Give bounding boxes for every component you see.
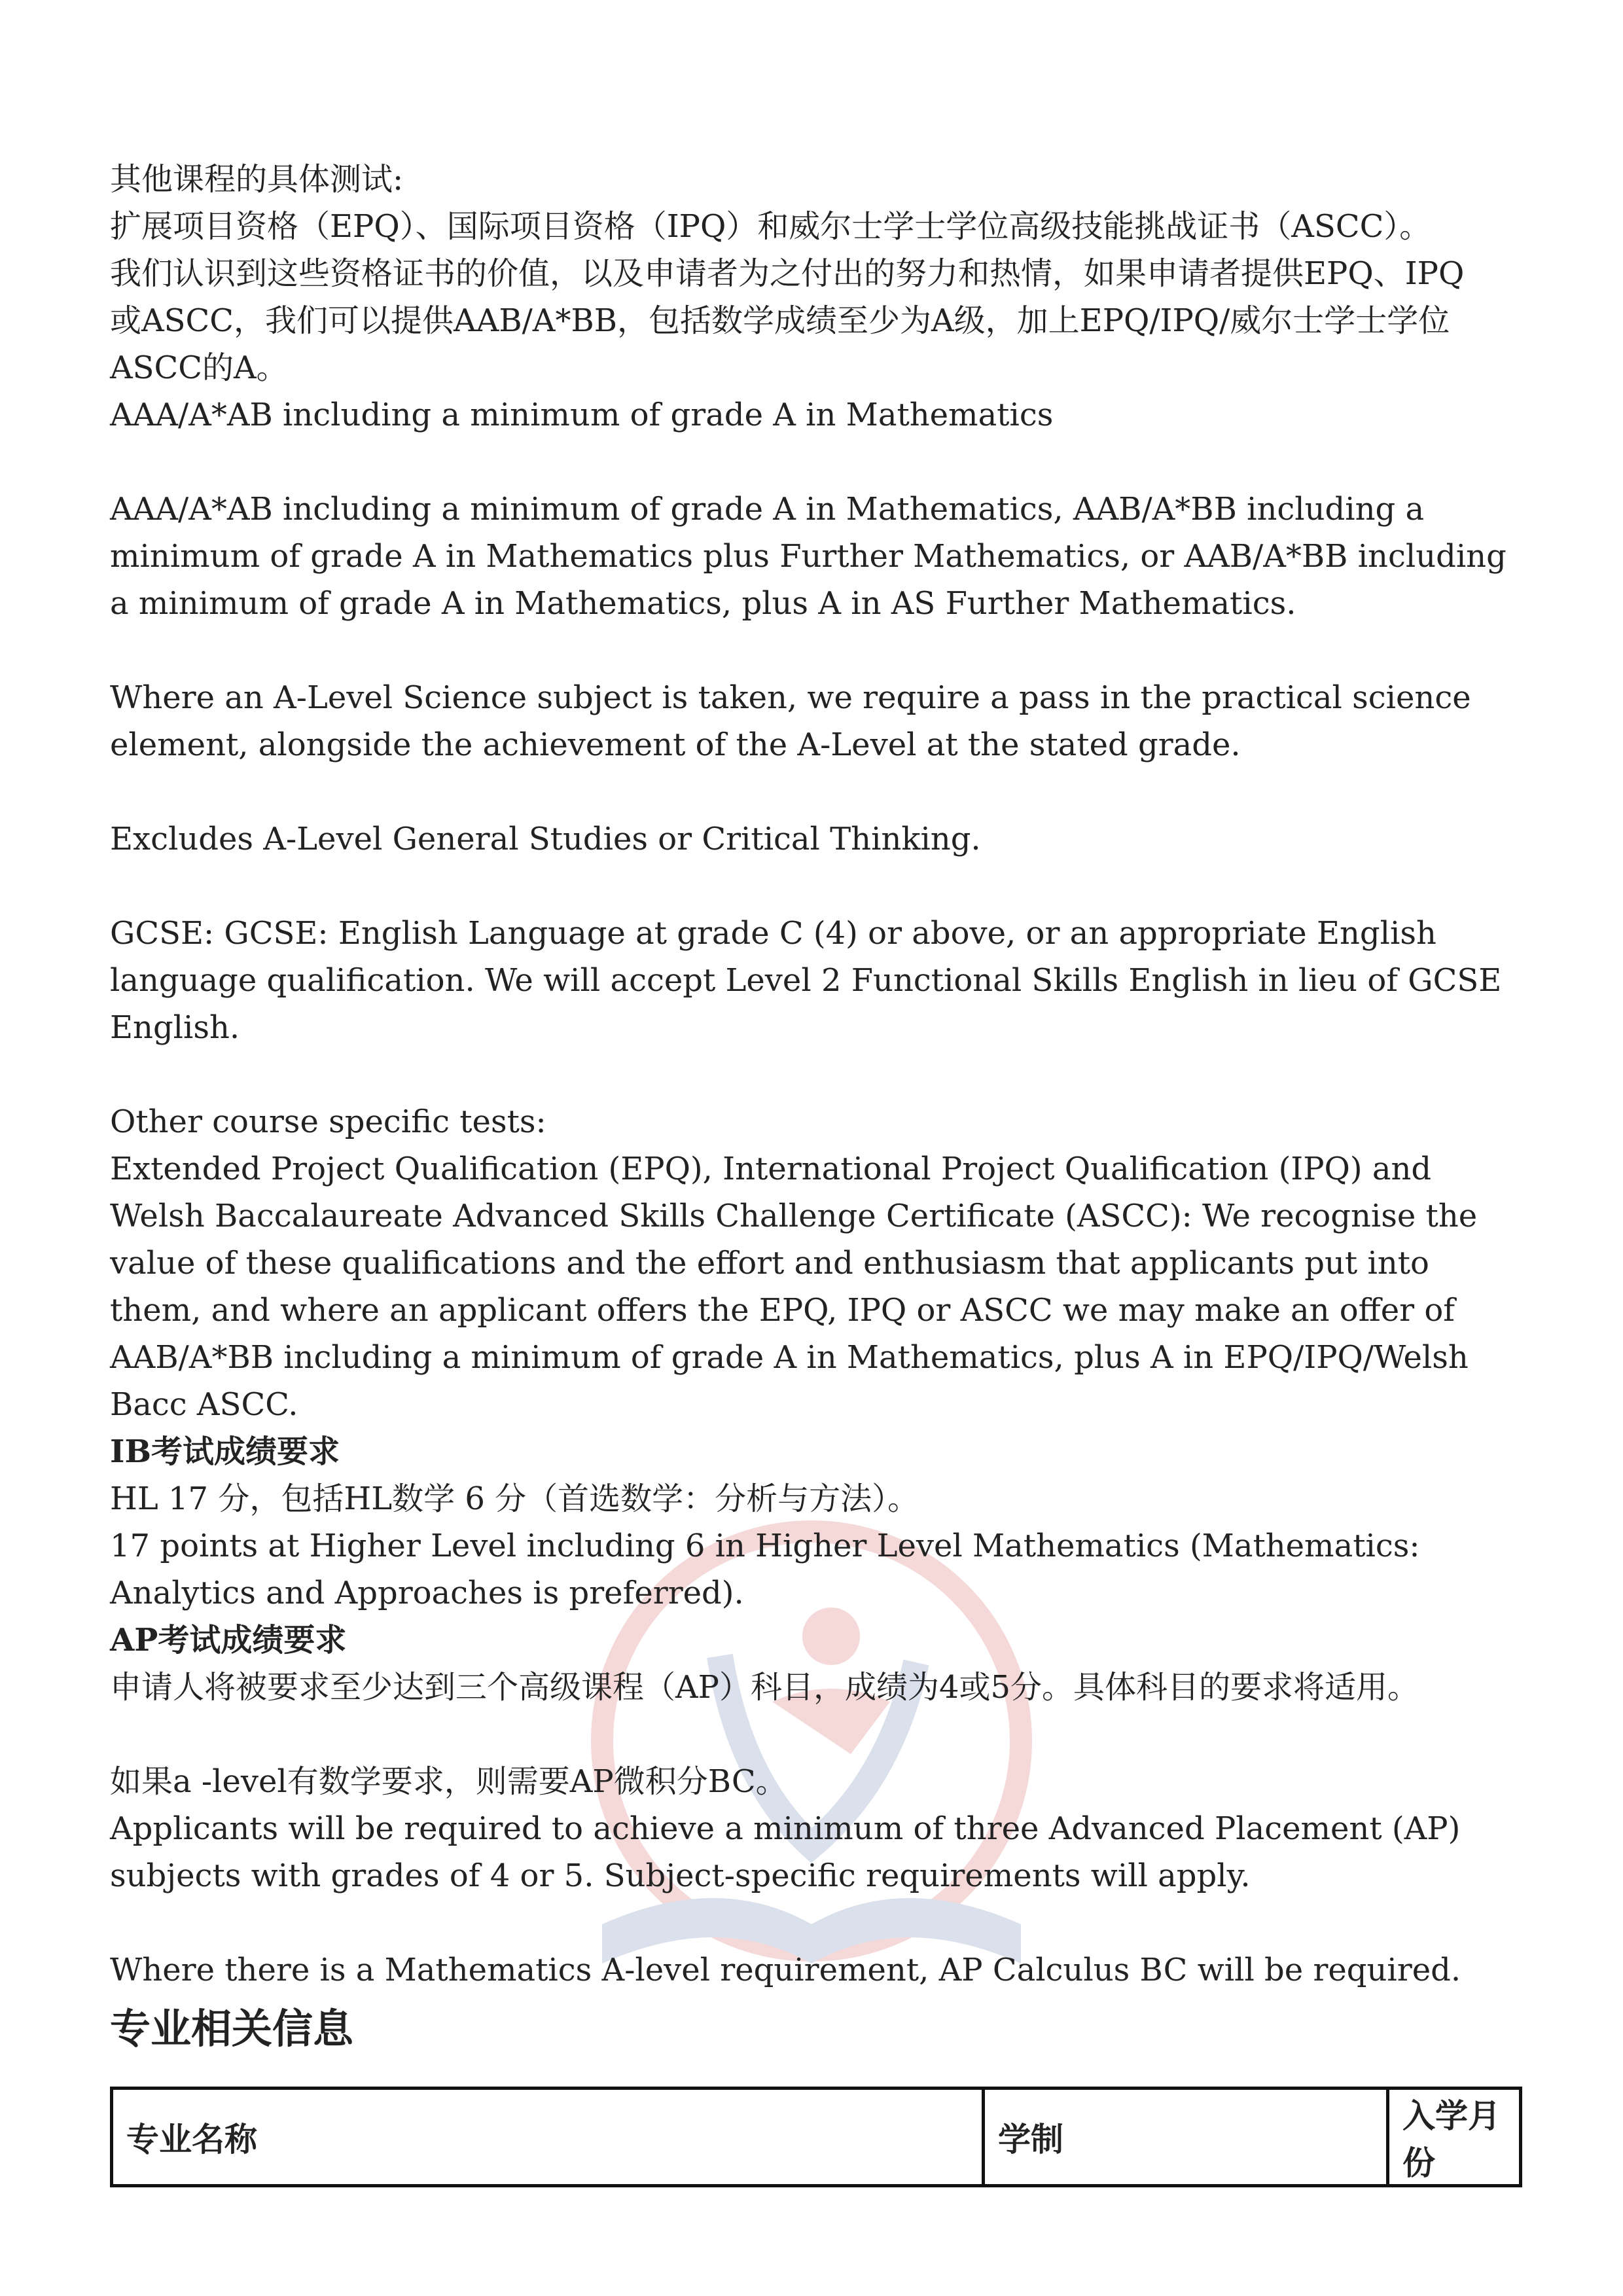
cn-other-tests-title: 其他课程的具体测试: (110, 161, 404, 198)
document-body (110, 156, 1524, 1994)
alevel-excludes-note: Excludes A-Level General Studies or Critical Thinking. (110, 821, 981, 857)
alevel-summary: AAA/A*AB including a minimum of grade A in Mathematics (110, 397, 1054, 433)
alevel-detail: AAA/A*AB including a minimum of grade A in Mathematics, AAB/A*BB including a minimum of grade A in Mathematics plus Further Mathematics, or AAB/A*BB including a minimum of grade A in Mathematics, plus A in AS Further Mathematics. (110, 491, 1507, 622)
column-intake-month: 入学月份 (1388, 2089, 1521, 2186)
ap-requirement-cn: 申请人将被要求至少达到三个高级课程（AP）科目，成绩为4或5分。具体科目的要求将适用。 (110, 1669, 1419, 1706)
ib-requirement-cn: HL 17 分，包括HL数学 6 分（首选数学：分析与方法）。 (110, 1480, 919, 1517)
cn-other-tests-line: ASCC的A。 (110, 350, 288, 386)
cn-other-tests-line: 扩展项目资格（EPQ）、国际项目资格（IPQ）和威尔士学士学位高级技能挑战证书（ASCC）。 (110, 208, 1431, 245)
ap-calculus-cn: 如果a -level有数学要求，则需要AP微积分BC。 (110, 1763, 787, 1800)
table-header-row (112, 2089, 1521, 2186)
ib-requirement-en: 17 points at Higher Level including 6 in Higher Level Mathematics (Mathematics: Analytics and Approaches is preferred). (110, 1528, 1420, 1611)
ap-requirement-en: Applicants will be required to achieve a minimum of three Advanced Placement (AP) subjects with grades of 4 or 5. Subject-specific requirements will apply. (110, 1810, 1461, 1894)
column-major-name: 专业名称 (112, 2089, 984, 2186)
other-tests-body: Extended Project Qualification (EPQ), International Project Qualification (IPQ) and Welsh Baccalaureate Advanced Skills Challenge Certificate (ASCC): We recognise the value of these qualifications and the effort and enthusiasm that applicants put into them, and where an applicant offers the EPQ, IPQ or ASCC we may make an offer of AAB/A*BB including a minimum of grade A in Mathematics, plus A in EPQ/IPQ/Welsh Bacc ASCC. (110, 1151, 1478, 1423)
ap-calculus-en: Where there is a Mathematics A-level requirement, AP Calculus BC will be required. (110, 1952, 1461, 1988)
major-info-table (110, 2087, 1522, 2187)
ap-heading: AP考试成绩要求 (110, 1622, 347, 1659)
ib-heading: IB考试成绩要求 (110, 1433, 340, 1470)
alevel-science-note: Where an A-Level Science subject is taken, we require a pass in the practical science element, alongside the achievement of the A-Level at the stated grade. (110, 679, 1471, 763)
other-tests-title: Other course specific tests: (110, 1103, 546, 1140)
cn-other-tests-line: 或ASCC，我们可以提供AAB/A*BB，包括数学成绩至少为A级，加上EPQ/IPQ/威尔士学士学位 (110, 302, 1450, 339)
gcse-requirement: GCSE: GCSE: English Language at grade C (4) or above, or an appropriate English language qualification. We will accept Level 2 Functional Skills English in lieu of GCSE English. (110, 915, 1502, 1046)
cn-other-tests-line: 我们认识到这些资格证书的价值，以及申请者为之付出的努力和热情，如果申请者提供EPQ、IPQ (110, 255, 1465, 292)
major-info-title: 专业相关信息 (110, 2005, 354, 2053)
column-duration: 学制 (984, 2089, 1388, 2186)
